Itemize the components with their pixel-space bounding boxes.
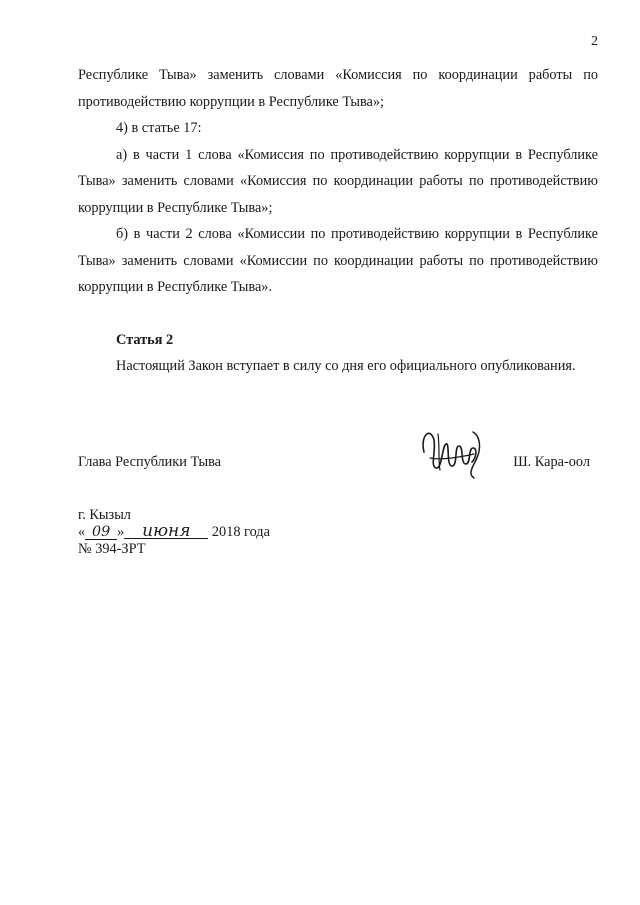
page-number: 2: [591, 34, 598, 49]
date-month: июня: [124, 524, 208, 539]
paragraph-continuation: Республике Тыва» заменить словами «Комиссия по координации работы по противодействию коррупции в Республике Тыва»;: [78, 67, 598, 110]
paragraph-item-4: 4) в статье 17:: [116, 120, 202, 136]
article-2-heading: Статья 2: [116, 331, 174, 348]
article-2-text: Настоящий Закон вступает в силу со дня его официального опубликования.: [116, 358, 576, 374]
date-year: 2018 года: [211, 524, 270, 540]
date-day: 09: [85, 525, 117, 540]
law-number: № 394-ЗРТ: [78, 541, 146, 557]
date-open-quote: «: [78, 524, 86, 540]
signatory-position: Глава Республики Тыва: [78, 454, 221, 470]
city: г. Кызыл: [78, 507, 131, 523]
paragraph-subitem-a: а) в части 1 слова «Комиссия по противодействию коррупции в Республике Тыва» заменить словами «Комиссия по координации работы по противодействию коррупции в Республике Тыва»;: [78, 146, 598, 216]
date-close-quote: »: [117, 524, 125, 540]
place-date-block: [78, 507, 270, 558]
paragraph-subitem-b: б) в части 2 слова «Комиссии по противодействию коррупции в Республике Тыва» заменить словами «Комиссии по координации работы по противодействию коррупции в Республике Тыва».: [78, 226, 598, 295]
date-line: [78, 521, 270, 541]
signatory-name: Ш. Кара-оол: [513, 454, 590, 470]
handwritten-signature-icon: [416, 422, 486, 480]
law-text: [78, 62, 598, 380]
